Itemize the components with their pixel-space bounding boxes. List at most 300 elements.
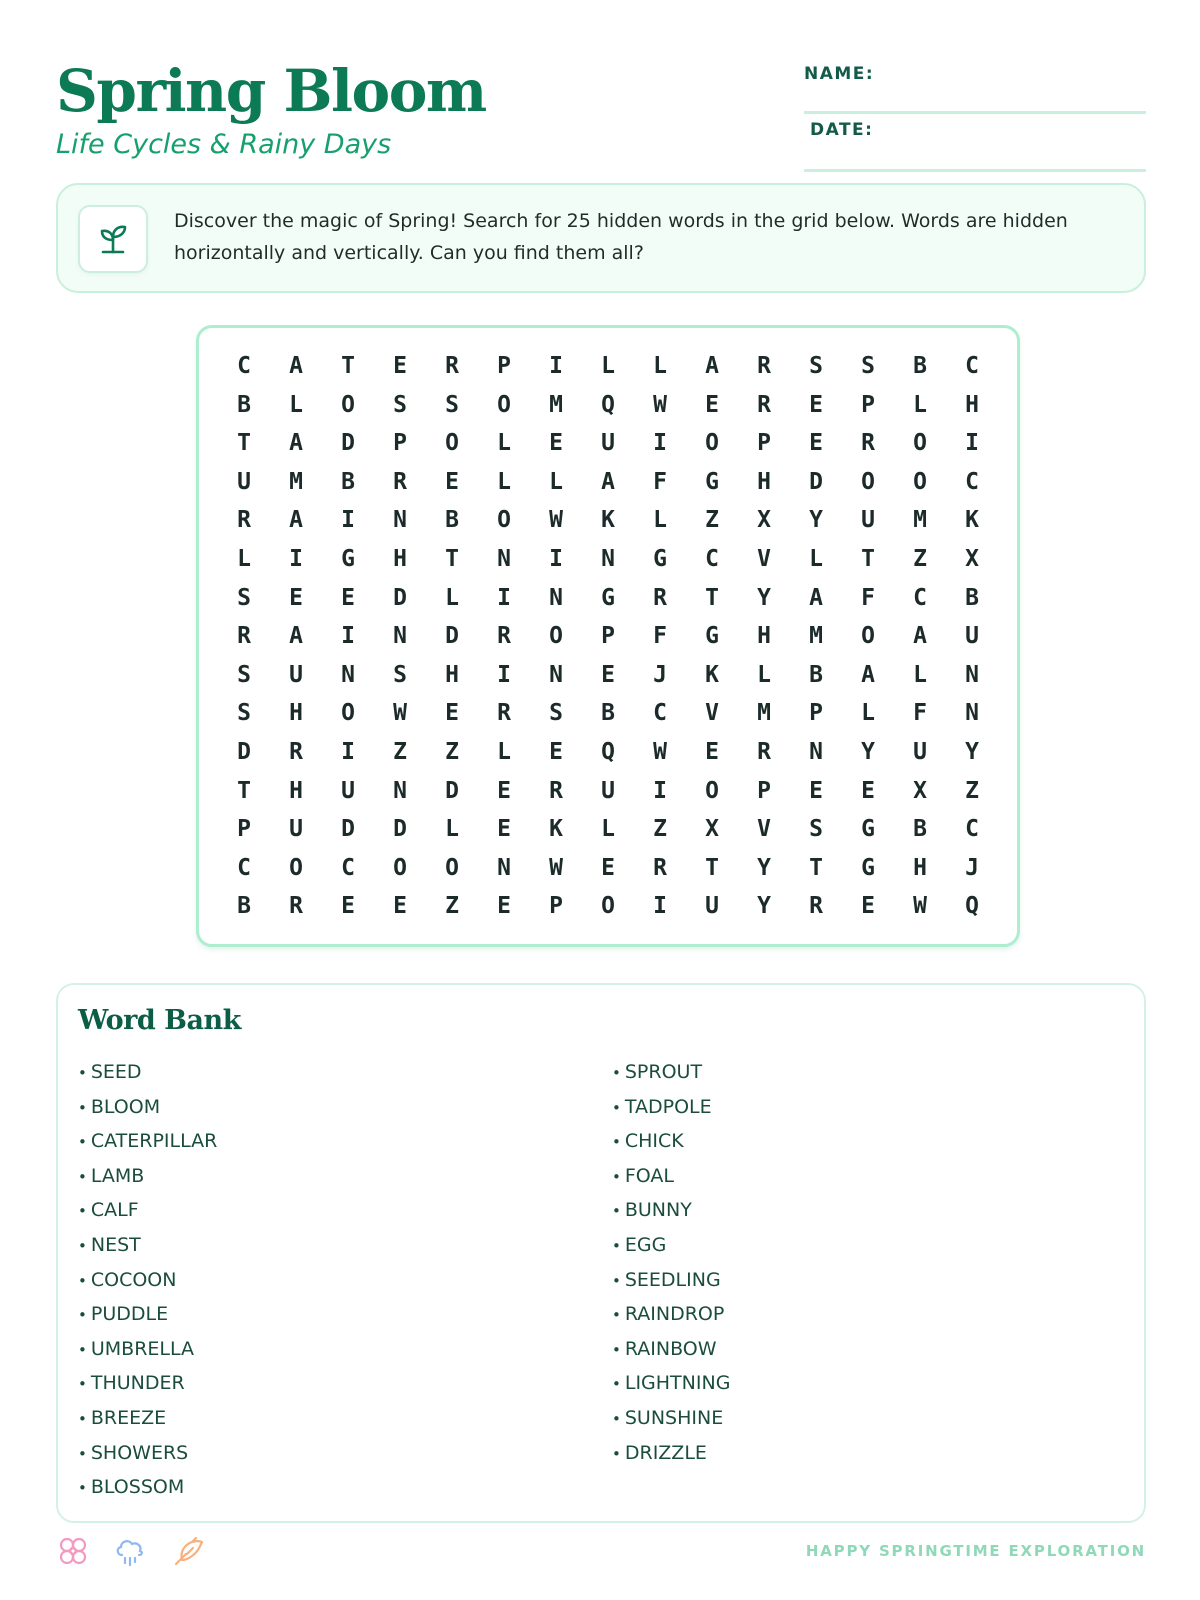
student-fields [804,56,1146,172]
grid-letter[interactable]: V [757,816,771,843]
name-field[interactable] [804,56,1146,114]
grid-letter[interactable]: Q [601,391,615,418]
grid-letter[interactable]: R [757,738,771,765]
grid-letter[interactable]: Q [965,893,979,920]
word-bank-item [612,1124,1112,1159]
grid-letter[interactable]: H [445,661,459,688]
grid-letter[interactable]: Y [757,854,771,881]
grid-letter[interactable]: O [705,777,719,804]
word-bank-word: COCOON [90,1268,177,1291]
word-bank-word: THUNDER [90,1372,185,1395]
grid-letter[interactable]: U [601,777,615,804]
grid-letter[interactable]: E [861,777,875,804]
grid-letter[interactable]: S [809,816,823,843]
grid-letter[interactable]: A [289,623,303,650]
grid-letter[interactable]: R [445,353,459,379]
grid-letter[interactable]: L [497,468,511,495]
grid-letter[interactable]: T [341,353,355,379]
bullet-icon: • [78,1271,87,1290]
bullet-icon: • [78,1236,87,1255]
grid-letter[interactable]: R [757,353,771,379]
bullet-icon: • [78,1133,87,1152]
grid-letter[interactable]: P [237,816,251,843]
grid-letter[interactable]: D [445,777,459,804]
worksheet-header [56,56,1146,166]
grid-letter[interactable]: K [601,507,615,534]
word-bank-word: SPROUT [624,1061,703,1083]
grid-letter[interactable]: R [809,893,823,920]
word-bank-word: RAINDROP [624,1303,725,1326]
bullet-icon: • [612,1271,621,1290]
sprout-icon [78,205,148,273]
grid-letter[interactable]: W [653,738,667,765]
grid-letter[interactable]: E [497,893,511,920]
grid-letter[interactable]: O [341,391,355,418]
grid-letter[interactable]: H [757,468,771,495]
grid-letter[interactable]: V [705,700,719,727]
grid-letter[interactable]: G [705,468,719,495]
word-bank-item [78,1124,578,1159]
grid-letter[interactable]: E [393,893,407,920]
grid-letter[interactable]: U [289,816,303,843]
grid-letter[interactable]: E [601,854,615,881]
grid-letter[interactable]: N [601,545,615,572]
grid-letter[interactable]: C [237,353,251,379]
grid-letter[interactable]: T [705,854,719,881]
grid-letter[interactable]: K [965,507,979,534]
grid-letter[interactable]: R [237,623,251,650]
bullet-icon: • [612,1202,621,1221]
grid-letter[interactable]: S [237,584,251,611]
bullet-icon: • [78,1064,87,1082]
grid-letter[interactable]: B [965,584,979,611]
grid-letter[interactable]: A [289,430,303,457]
grid-letter[interactable]: U [341,777,355,804]
grid-letter[interactable]: C [341,854,355,881]
grid-letter[interactable]: L [913,661,927,688]
instructions-text: Discover the magic of Spring! Search for 25 hidden words in the grid below. Words are hidden horizontally and vertically. Can you find them all? [174,210,1068,264]
bullet-icon: • [612,1236,621,1255]
bullet-icon: • [612,1409,621,1428]
grid-letter[interactable]: R [497,623,511,650]
grid-letter[interactable]: E [445,700,459,727]
grid-letter[interactable]: L [497,430,511,457]
grid-letter[interactable]: N [341,661,355,688]
word-bank-word: FOAL [624,1164,674,1187]
grid-letter[interactable]: Z [653,816,667,843]
grid-letter[interactable]: H [289,700,303,727]
bullet-icon: • [78,1444,87,1463]
word-bank-word: BUNNY [624,1199,692,1222]
word-bank-item [78,1436,578,1471]
grid-letter[interactable]: L [445,816,459,843]
grid-letter[interactable]: U [861,507,875,534]
grid-letter[interactable]: G [341,545,355,572]
grid-letter[interactable]: W [549,854,563,881]
grid-letter[interactable]: N [809,738,823,765]
grid-letter[interactable]: M [757,700,771,727]
grid-letter[interactable]: L [809,545,823,572]
grid-letter[interactable]: S [809,353,823,379]
grid-letter[interactable]: C [965,468,979,495]
grid-letter[interactable]: N [549,661,563,688]
grid-letter[interactable]: E [705,391,719,418]
grid-letter[interactable]: L [289,391,303,418]
grid-letter[interactable]: G [861,816,875,843]
grid-letter[interactable]: M [549,391,563,418]
word-bank [56,983,1146,1523]
grid-letter[interactable]: D [237,738,251,765]
grid-letter[interactable]: I [341,623,355,650]
grid-letter[interactable]: F [913,700,927,727]
grid-letter[interactable]: C [237,854,251,881]
grid-letter[interactable]: B [341,468,355,495]
grid-letter[interactable]: L [237,545,251,572]
grid-letter[interactable]: A [809,584,823,611]
grid-letter[interactable]: P [549,893,563,920]
grid-letter[interactable]: I [653,777,667,804]
word-bank-item [612,1159,1112,1194]
grid-letter[interactable]: A [913,623,927,650]
grid-letter[interactable]: E [497,816,511,843]
grid-letter[interactable]: F [653,468,667,495]
grid-letter[interactable]: L [913,391,927,418]
grid-letter[interactable]: B [237,391,251,418]
grid-letter[interactable]: H [913,854,927,881]
grid-letter[interactable]: N [965,700,979,727]
grid-letter[interactable]: O [289,854,303,881]
grid-letter[interactable]: N [393,507,407,534]
grid-letter[interactable]: G [861,854,875,881]
grid-letter[interactable]: Z [913,545,927,572]
grid-letter[interactable]: C [913,584,927,611]
grid-letter[interactable]: T [445,545,459,572]
word-bank-word: CALF [90,1199,139,1222]
grid-letter[interactable]: E [549,430,563,457]
grid-letter[interactable]: K [549,816,563,843]
grid-letter[interactable]: Y [965,738,979,765]
word-bank-word: SUNSHINE [624,1406,724,1429]
word-bank-word: SEEDLING [624,1268,721,1291]
word-bank-item [612,1263,1112,1298]
grid-letter[interactable]: R [289,893,303,920]
grid-letter[interactable]: U [289,661,303,688]
grid-letter[interactable]: V [757,545,771,572]
grid-letter[interactable]: R [497,700,511,727]
grid-letter[interactable]: U [705,893,719,920]
grid-letter[interactable]: C [965,353,979,379]
flower-icon [56,1534,90,1568]
grid-letter[interactable]: K [705,661,719,688]
grid-letter[interactable]: E [341,584,355,611]
word-bank-word: LAMB [90,1164,145,1187]
grid-letter[interactable]: O [549,623,563,650]
word-bank-right-column [612,1055,1112,1470]
grid-letter[interactable]: W [549,507,563,534]
grid-letter[interactable]: L [861,700,875,727]
grid-letter[interactable]: J [965,854,979,881]
grid-letter[interactable]: D [341,816,355,843]
grid-letter[interactable]: I [653,893,667,920]
grid-letter[interactable]: U [965,623,979,650]
grid-letter[interactable]: R [861,430,875,457]
grid-letter[interactable]: Y [809,507,823,534]
bullet-icon: • [612,1064,621,1082]
grid-letter[interactable]: E [601,661,615,688]
grid-letter[interactable]: E [549,738,563,765]
bullet-icon: • [612,1167,621,1186]
grid-letter[interactable]: D [809,468,823,495]
grid-letter[interactable]: I [549,353,563,379]
grid-letter[interactable]: P [497,353,511,379]
word-bank-word: SEED [90,1061,142,1083]
grid-letter[interactable]: O [497,507,511,534]
grid-letter[interactable]: Z [445,893,459,920]
bullet-icon: • [78,1409,87,1428]
grid-letter[interactable]: Q [601,738,615,765]
grid-letter[interactable]: H [965,391,979,418]
grid-letter[interactable]: X [757,507,771,534]
grid-letter[interactable]: N [393,623,407,650]
grid-letter[interactable]: W [653,391,667,418]
grid-letter[interactable]: S [549,700,563,727]
grid-letter[interactable]: R [393,468,407,495]
grid-letter[interactable]: G [601,584,615,611]
bullet-icon: • [78,1340,87,1359]
grid-letter[interactable]: L [601,353,615,379]
grid-letter[interactable]: F [861,584,875,611]
grid-letter[interactable]: D [393,584,407,611]
grid-letter[interactable]: H [757,623,771,650]
grid-letter[interactable]: Y [757,893,771,920]
grid-letter[interactable]: A [705,353,719,379]
word-bank-word: CHICK [624,1130,684,1153]
grid-letter[interactable]: E [497,777,511,804]
bullet-icon: • [78,1098,87,1117]
grid-letter[interactable]: W [913,893,927,920]
grid-letter[interactable]: I [289,545,303,572]
grid-letter[interactable]: C [705,545,719,572]
grid-letter[interactable]: G [705,623,719,650]
grid-letter[interactable]: A [601,468,615,495]
grid-letter[interactable]: L [549,468,563,495]
date-label: DATE: [810,120,874,140]
grid-letter[interactable]: Z [445,738,459,765]
grid-letter[interactable]: O [913,468,927,495]
grid-letter[interactable]: I [653,430,667,457]
grid-letter[interactable]: O [497,391,511,418]
grid-letter[interactable]: N [965,661,979,688]
grid-letter[interactable]: B [913,353,927,379]
grid-letter[interactable]: F [653,623,667,650]
grid-letter[interactable]: I [497,584,511,611]
grid-letter[interactable]: R [549,777,563,804]
grid-letter[interactable]: A [289,507,303,534]
grid-letter[interactable]: E [341,893,355,920]
grid-letter[interactable]: C [965,816,979,843]
grid-letter[interactable]: T [237,430,251,457]
word-bank-item [78,1159,578,1194]
grid-letter[interactable]: A [861,661,875,688]
grid-letter[interactable]: P [757,777,771,804]
grid-letter[interactable]: H [393,545,407,572]
grid-letter[interactable]: R [653,584,667,611]
word-bank-item [612,1436,1112,1471]
bullet-icon: • [612,1098,621,1117]
grid-letter[interactable]: T [809,854,823,881]
bullet-icon: • [78,1167,87,1186]
word-bank-item [612,1193,1112,1228]
grid-letter[interactable]: J [653,661,667,688]
grid-letter[interactable]: O [341,700,355,727]
grid-letter[interactable]: S [237,661,251,688]
grid-letter[interactable]: E [445,468,459,495]
grid-letter[interactable]: A [289,353,303,379]
grid-letter[interactable]: W [393,700,407,727]
rain-cloud-icon [113,1534,147,1568]
word-bank-item [78,1297,578,1332]
grid-letter[interactable]: N [393,777,407,804]
grid-letter[interactable]: C [653,700,667,727]
grid-letter[interactable]: D [393,816,407,843]
grid-letter[interactable]: O [705,430,719,457]
grid-letter[interactable]: E [289,584,303,611]
grid-letter[interactable]: R [757,391,771,418]
word-bank-word: BLOSSOM [90,1476,185,1499]
grid-letter[interactable]: S [393,661,407,688]
grid-letter[interactable]: M [913,507,927,534]
grid-letter[interactable]: T [861,545,875,572]
grid-letter[interactable]: P [861,391,875,418]
grid-letter[interactable]: S [861,353,875,379]
grid-letter[interactable]: U [913,738,927,765]
bullet-icon: • [612,1375,621,1394]
word-bank-word: NEST [90,1233,141,1256]
grid-letter[interactable]: D [341,430,355,457]
bullet-icon: • [78,1479,87,1498]
grid-letter[interactable]: S [393,391,407,418]
grid-letter[interactable]: L [497,738,511,765]
grid-letter[interactable]: N [497,854,511,881]
grid-letter[interactable]: D [445,623,459,650]
grid-letter[interactable]: B [809,661,823,688]
grid-letter[interactable]: L [601,816,615,843]
instructions-box [56,183,1146,293]
grid-letter[interactable]: B [913,816,927,843]
grid-letter[interactable]: L [445,584,459,611]
grid-letter[interactable]: I [965,430,979,457]
grid-letter[interactable]: R [289,738,303,765]
date-field[interactable] [804,114,1146,172]
grid-letter[interactable]: E [809,430,823,457]
grid-letter[interactable]: S [445,391,459,418]
grid-letter[interactable]: P [757,430,771,457]
grid-letter[interactable]: U [237,468,251,495]
grid-letter[interactable]: Z [965,777,979,804]
grid-letter[interactable]: E [705,738,719,765]
word-bank-word: BREEZE [90,1406,167,1429]
word-bank-left-column [78,1055,578,1505]
grid-letter[interactable]: T [705,584,719,611]
grid-letter[interactable]: N [549,584,563,611]
grid-letter[interactable]: X [913,777,927,804]
grid-letter[interactable]: I [549,545,563,572]
word-bank-word: EGG [624,1233,667,1256]
word-bank-item [78,1401,578,1436]
grid-letter[interactable]: O [601,893,615,920]
grid-letter[interactable]: T [237,777,251,804]
name-label: NAME: [804,64,875,84]
footer-text: HAPPY SPRINGTIME EXPLORATION [805,1542,1146,1560]
grid-letter[interactable]: U [601,430,615,457]
grid-letter[interactable]: E [861,893,875,920]
word-bank-item [78,1090,578,1125]
grid-letter[interactable]: X [705,816,719,843]
grid-letter[interactable]: Z [393,738,407,765]
grid-letter[interactable]: B [237,893,251,920]
grid-letter[interactable]: O [445,854,459,881]
grid-letter[interactable]: X [965,545,979,572]
word-bank-item [78,1366,578,1401]
grid-letter[interactable]: I [497,661,511,688]
grid-letter[interactable]: P [601,623,615,650]
grid-letter[interactable]: E [809,777,823,804]
grid-letter[interactable]: O [861,623,875,650]
grid-letter[interactable]: R [237,507,251,534]
grid-letter[interactable]: G [653,545,667,572]
grid-letter[interactable]: R [653,854,667,881]
grid-letter[interactable]: O [393,854,407,881]
grid-letter[interactable]: L [653,507,667,534]
word-bank-word: BLOOM [90,1095,161,1118]
grid-letter[interactable]: N [497,545,511,572]
bullet-icon: • [78,1375,87,1394]
grid-letter[interactable]: I [341,738,355,765]
word-bank-word: PUDDLE [90,1303,169,1326]
grid-letter[interactable]: M [289,468,303,495]
word-bank-item [78,1228,578,1263]
grid-letter[interactable]: B [445,507,459,534]
grid-letter[interactable]: Y [861,738,875,765]
page-title: Spring Bloom [56,57,486,125]
grid-letter[interactable]: B [601,700,615,727]
word-bank-word: CATERPILLAR [90,1130,218,1153]
grid-letter[interactable]: Y [757,584,771,611]
grid-letter[interactable]: E [809,391,823,418]
grid-letter[interactable]: I [341,507,355,534]
footer [56,1534,1146,1574]
grid-letter[interactable]: Z [705,507,719,534]
bird-icon [172,1534,206,1568]
word-bank-word: RAINBOW [624,1337,717,1360]
word-bank-item [612,1297,1112,1332]
grid-letter[interactable]: O [913,430,927,457]
grid-letter[interactable]: S [237,700,251,727]
grid-letter[interactable]: O [445,430,459,457]
grid-letter[interactable]: E [393,353,407,379]
bullet-icon: • [612,1444,621,1463]
grid-letter[interactable]: H [289,777,303,804]
word-bank-item [78,1470,578,1505]
grid-letter[interactable]: M [809,623,823,650]
grid-letter[interactable]: L [757,661,771,688]
word-search-grid [196,325,1020,947]
grid-letter[interactable]: O [861,468,875,495]
grid-letter[interactable]: P [393,430,407,457]
grid-letter[interactable]: L [653,353,667,379]
bullet-icon: • [612,1306,621,1325]
grid-letter[interactable]: P [809,700,823,727]
